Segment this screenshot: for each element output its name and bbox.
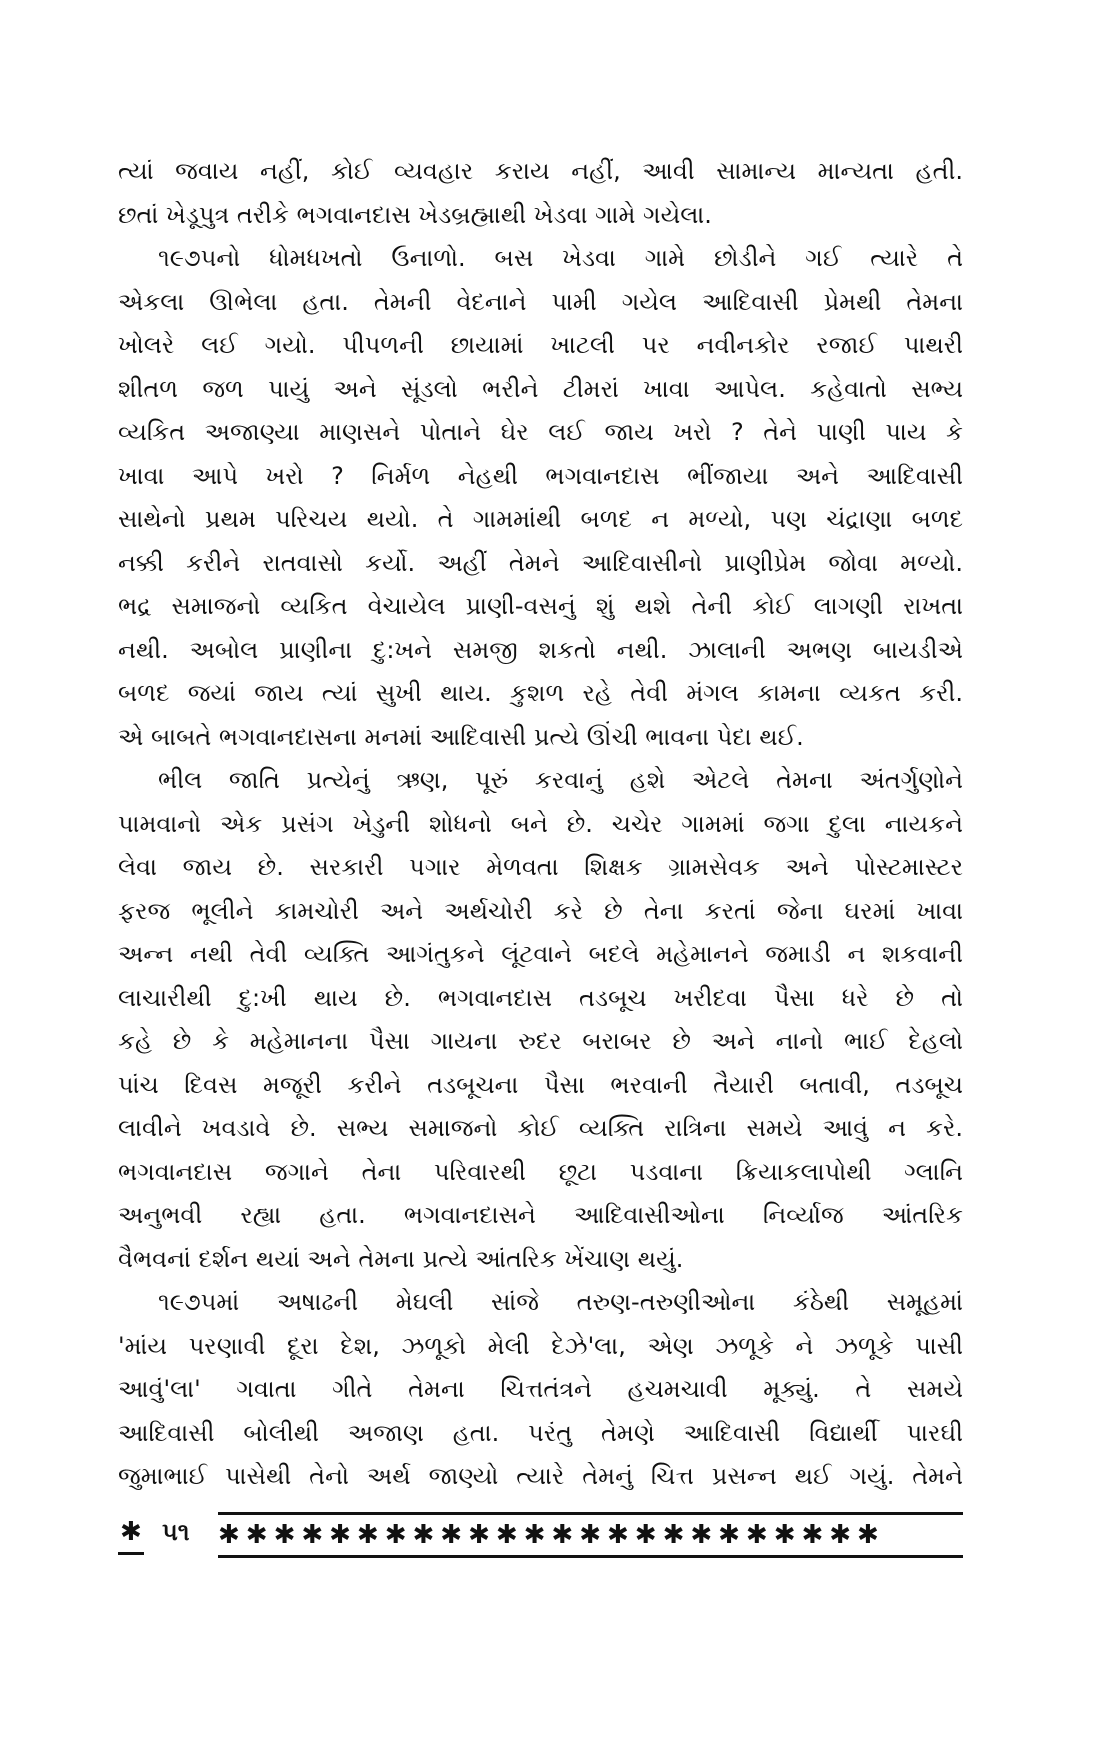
body-text xyxy=(118,150,963,1499)
star-ornament-icon: ✱ xyxy=(118,1512,144,1555)
text-line: પામવાનો એક પ્રસંગ ખેડુની શોધનો બને છે. ચચેર ગામમાં જગા દુલા નાયકને xyxy=(118,809,963,838)
text-line: નથી. અબોલ પ્રાણીના દુ:ખને સમજી શકતો નથી. ઝાલાની અભણ બાયડીએ xyxy=(118,635,963,664)
paragraph-start-line: ભીલ જાતિ પ્રત્યેનું ઋણ, પૂરું કરવાનું હશે એટલે તેમના અંતર્ગુણોને xyxy=(158,766,963,794)
text-line: વ્યકિત અજાણ્યા માણસને પોતાને ઘેર લઈ જાય ખરો ? તેને પાણી પાય કે xyxy=(118,418,963,446)
page-footer xyxy=(118,1512,963,1556)
text-line: બળદ જયાં જાય ત્યાં સુખી થાય. કુશળ રહે તેવી મંગલ કામના વ્યકત કરી. xyxy=(118,679,963,707)
text-line: એ બાબતે ભગવાનદાસના મનમાં આદિવાસી પ્રત્યે ઊંચી ભાવના પેદા થઈ. xyxy=(118,722,804,751)
text-line: ખાવા આપે ખરો ? નિર્મળ નેહથી ભગવાનદાસ ભીંજાયા અને આદિવાસી xyxy=(118,461,963,490)
text-line: નક્કી કરીને રાતવાસો કર્યો. અહીં તેમને આદિવાસીનો પ્રાણીપ્રેમ જોવા મળ્યો. xyxy=(118,548,963,577)
text-line: ફરજ ભૂલીને કામચોરી અને અર્થચોરી કરે છે તેના કરતાં જેના ઘરમાં ખાવા xyxy=(118,896,963,925)
text-line: અન્ન નથી તેવી વ્યક્તિ આગંતુકને લૂંટવાને બદલે મહેમાનને જમાડી ન શકવાની xyxy=(118,940,963,968)
text-line: કહે છે કે મહેમાનના પૈસા ગાયના રુદર બરાબર છે અને નાનો ભાઈ દેહલો xyxy=(118,1027,963,1055)
text-line: ભગવાનદાસ જગાને તેના પરિવારથી છૂટા પડવાના ક્રિયાકલાપોથી ગ્લાનિ xyxy=(118,1157,963,1186)
text-line: વૈભવનાં દર્શન થયાં અને તેમના પ્રત્યે આંતરિક ખેંચાણ થયું. xyxy=(118,1244,684,1273)
text-line: ત્યાં જવાય નહીં, કોઈ વ્યવહાર કરાય નહીં, આવી સામાન્ય માન્યતા હતી. xyxy=(118,157,963,185)
text-line: ભદ્ર સમાજનો વ્યકિત વેચાયેલ પ્રાણી-વસનું શું થશે તેની કોઈ લાગણી રાખતા xyxy=(118,592,963,620)
text-line: જુમાભાઈ પાસેથી તેનો અર્થ જાણ્યો ત્યારે તેમનું ચિત્ત પ્રસન્ન થઈ ગયું. તેમને xyxy=(118,1462,963,1490)
text-line: લેવા જાય છે. સરકારી પગાર મેળવતા શિક્ષક ગ્રામસેવક અને પોસ્ટમાસ્ટર xyxy=(118,853,963,881)
text-line: ખોલરે લઈ ગયો. પીપળની છાયામાં ખાટલી પર નવીનકોર રજાઈ પાથરી xyxy=(118,331,963,359)
text-line: એકલા ઊભેલા હતા. તેમની વેદનાને પામી ગયેલ આદિવાસી પ્રેમથી તેમના xyxy=(118,287,963,316)
text-line: સાથેનો પ્રથમ પરિચય થયો. તે ગામમાંથી બળદ ન મળ્યો, પણ ચંદ્રાણા બળદ xyxy=(118,505,963,533)
paragraph-start-line: ૧૯૭૫નો ધોમધખતો ઉનાળો. બસ ખેડવા ગામે છોડીને ગઈ ત્યારે તે xyxy=(158,244,963,272)
text-line: અનુભવી રહ્યા હતા. ભગવાનદાસને આદિવાસીઓના નિર્વ્યાજ આંતરિક xyxy=(118,1201,963,1229)
text-line: છતાં ખેડૂપુત્ર તરીકે ભગવાનદાસ ખેડબ્રહ્માથી ખેડવા ગામે ગયેલા. xyxy=(118,200,712,229)
page-number: ૫૧ xyxy=(162,1518,190,1546)
text-line: 'માંય પરણાવી દૂરા દેશ, ઝળૂકો મેલી દેઝે'લા, એણ ઝળૂકે ને ઝળૂકે પાસી xyxy=(118,1331,963,1360)
text-line: લાચારીથી દુ:ખી થાય છે. ભગવાનદાસ તડબૂચ ખરીદવા પૈસા ધરે છે તો xyxy=(118,983,963,1012)
text-line: લાવીને ખવડાવે છે. સભ્ય સમાજનો કોઈ વ્યક્તિ રાત્રિના સમયે આવું ન કરે. xyxy=(118,1114,963,1142)
star-border-ornament: ✱✱✱✱✱✱✱✱✱✱✱✱✱✱✱✱✱✱✱✱✱✱✱✱ xyxy=(218,1512,963,1558)
text-line: આવું'લા' ગવાતા ગીતે તેમના ચિત્તતંત્રને હચમચાવી મૂક્યું. તે સમયે xyxy=(118,1375,963,1403)
paragraph-start-line: ૧૯૭૫માં અષાઢની મેઘલી સાંજે તરુણ-તરુણીઓના કંઠેથી સમૂહમાં xyxy=(158,1288,963,1316)
text-line: શીતળ જળ પાયું અને સૂંડલો ભરીને ટીમરાં ખાવા આપેલ. કહેવાતો સભ્ય xyxy=(118,374,963,403)
text-line: આદિવાસી બોલીથી અજાણ હતા. પરંતુ તેમણે આદિવાસી વિદ્યાર્થી પારઘી xyxy=(118,1418,963,1447)
text-line: પાંચ દિવસ મજૂરી કરીને તડબૂચના પૈસા ભરવાની તૈયારી બતાવી, તડબૂચ xyxy=(118,1070,963,1099)
